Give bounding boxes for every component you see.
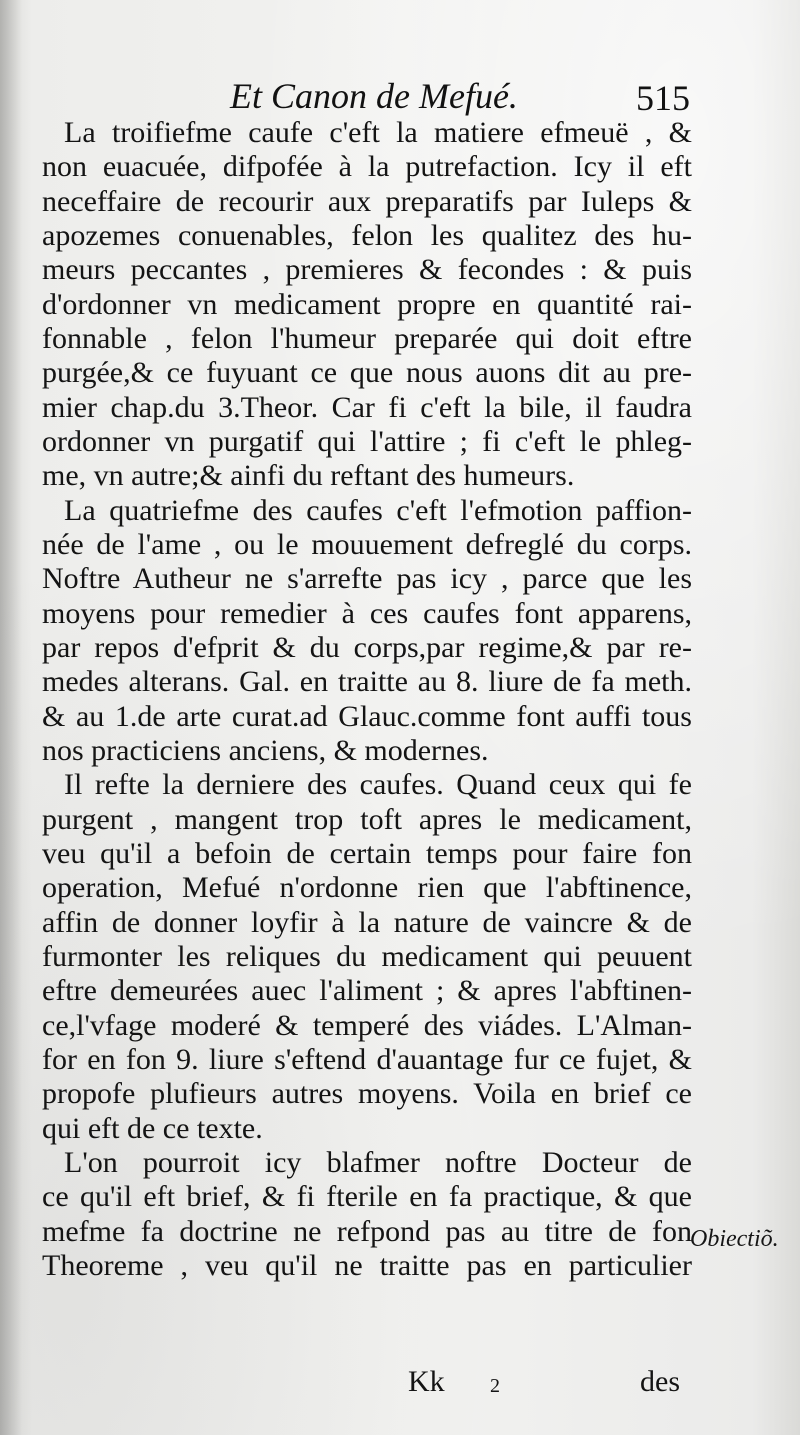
text-line: eftre demeurées auec l'aliment ; & apres l'abftinen- <box>42 974 692 1008</box>
text-line: moyens pour remedier à ces caufes font apparens, <box>42 596 692 630</box>
text-line: propofe plufieurs autres moyens. Voila en brief ce <box>42 1077 692 1111</box>
page-footer <box>42 1362 692 1402</box>
text-line: La troifiefme caufe c'eft la matiere efmeuë , & <box>64 116 692 149</box>
text-line: neceffaire de recourir aux preparatifs par Iuleps & <box>42 184 692 218</box>
text-line: & au 1.de arte curat.ad Glauc.comme font auffi tous <box>42 699 692 733</box>
text-line: apozemes conuenables, felon les qualitez des hu- <box>42 218 692 252</box>
text-line: mefme fa doctrine ne refpond pas au titre de fon <box>42 1214 692 1248</box>
text-line: qui eft de ce texte. <box>42 1111 263 1145</box>
text-line: nos practiciens anciens, & modernes. <box>42 733 489 767</box>
text-line: fonnable , felon l'humeur preparée qui doit eftre <box>42 321 692 355</box>
text-line: non euacuée, difpofée à la putrefaction. Icy il eft <box>42 150 692 184</box>
page-gutter-shadow <box>0 0 22 1435</box>
text-line: medes alterans. Gal. en traitte au 8. liure de fa meth. <box>42 665 692 699</box>
text-line: for en fon 9. liure s'eftend d'auantage fur ce fujet, & <box>42 1042 692 1076</box>
text-line: Noftre Autheur ne s'arrefte pas icy , parce que les <box>42 562 692 596</box>
text-line: me, vn autre;& ainfi du reftant des humeurs. <box>42 459 575 493</box>
text-line: affin de donner loyfir à la nature de vaincre & de <box>42 905 692 939</box>
catchword: des <box>640 1365 680 1398</box>
body-text <box>42 116 692 1283</box>
text-line: ce,l'vfage moderé & temperé des viádes. L'Alman- <box>42 1008 692 1042</box>
text-line: ce qu'il eft brief, & fi fterile en fa practique, & que <box>42 1180 692 1214</box>
text-line: par repos d'efprit & du corps,par regime,& par re- <box>42 630 692 664</box>
text-line: d'ordonner vn medicament propre en quantité rai- <box>42 287 692 321</box>
text-line: furmonter les reliques du medicament qui peuuent <box>42 939 692 973</box>
text-line: purgée,& ce fuyuant ce que nous auons dit au pre- <box>42 356 692 390</box>
text-line: L'on pourroit icy blafmer noftre Docteur de <box>64 1145 692 1179</box>
text-line: mier chap.du 3.Theor. Car fi c'eft la bile, il faudra <box>42 390 692 424</box>
text-line: née de l'ame , ou le mouuement defreglé du corps. <box>42 527 692 561</box>
page-number: 515 <box>636 78 690 118</box>
text-line: purgent , mangent trop toft apres le medicament, <box>42 802 692 836</box>
running-title: Et Canon de Mefué. <box>230 76 518 116</box>
signature-number: 2 <box>490 1375 500 1397</box>
text-line: Il refte la derniere des caufes. Quand ceux qui fe <box>64 768 692 802</box>
margin-note: Obiectiõ. <box>690 1226 779 1252</box>
text-line: veu qu'il a befoin de certain temps pour faire fon <box>42 836 692 870</box>
text-line: ordonner vn purgatif qui l'attire ; fi c'eft le phleg- <box>42 424 692 458</box>
signature-mark: Kk <box>408 1365 445 1398</box>
text-line: operation, Mefué n'ordonne rien que l'abftinence, <box>42 871 692 905</box>
text-line: meurs peccantes , premieres & fecondes : & puis <box>42 253 692 287</box>
text-line: Theoreme , veu qu'il ne traitte pas en particulier <box>42 1248 692 1282</box>
text-line: La quatriefme des caufes c'eft l'efmotion paffion- <box>64 493 692 527</box>
